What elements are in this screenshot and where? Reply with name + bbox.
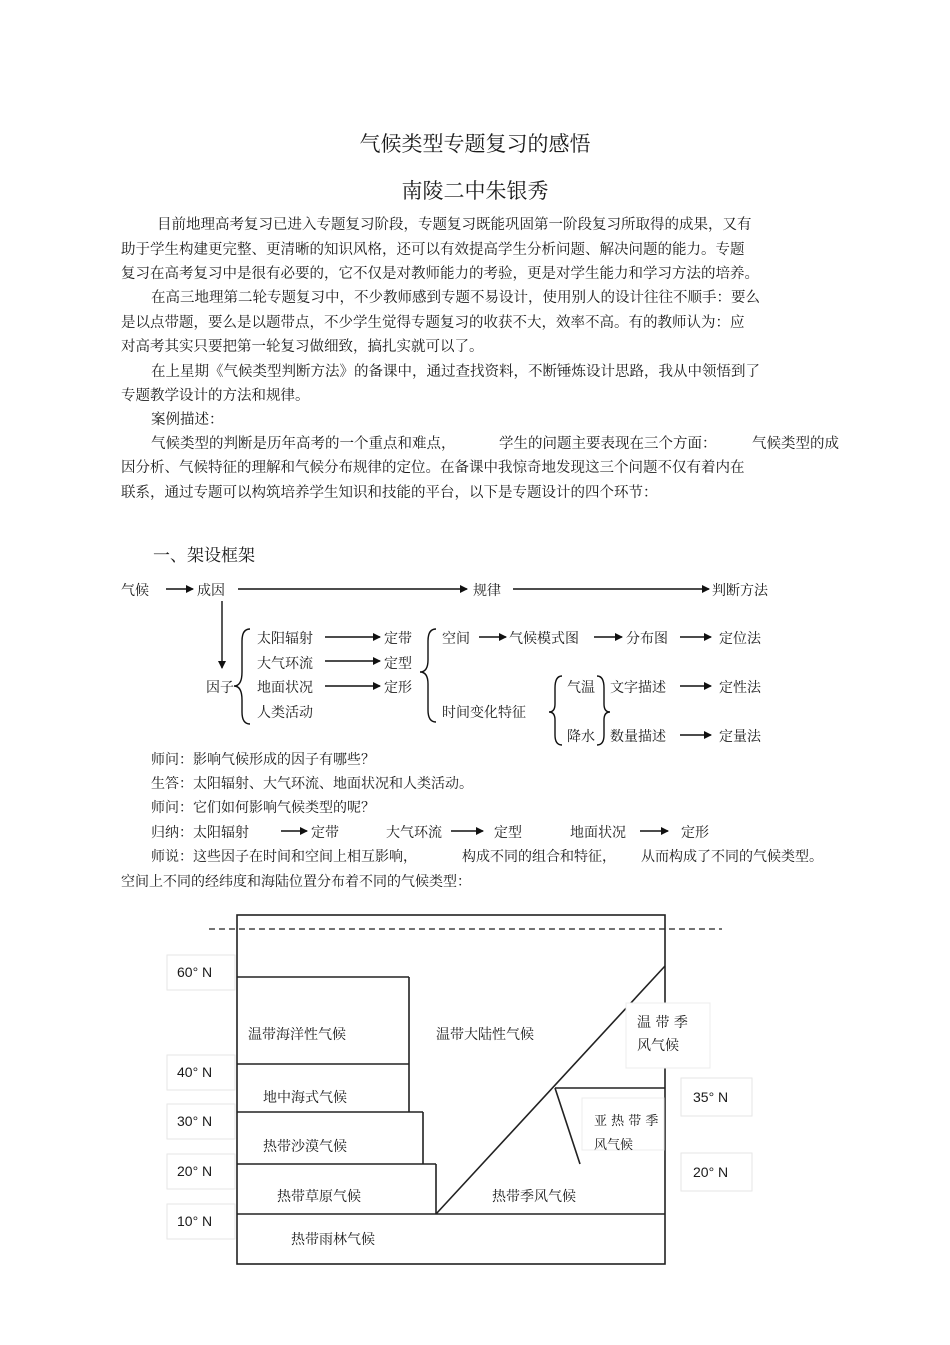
fw-label: 分布图 xyxy=(626,631,668,647)
paragraph-line: 在高三地理第二轮专题复习中，不少教师感到专题不易设计，使用别人的设计往往不顺手：要么 xyxy=(151,290,760,306)
latitude-label: 30° N xyxy=(177,1113,213,1129)
dialogue-line: 定型 xyxy=(494,825,522,841)
climate-label: 温 带 季 xyxy=(637,1015,688,1031)
climate-label: 温带大陆性气候 xyxy=(436,1027,534,1043)
fw-label: 降水 xyxy=(567,729,595,745)
fw-effect: 定带 xyxy=(384,631,412,647)
paragraph-line: 对高考其实只要把第一轮复习做细致，搞扎实就可以了。 xyxy=(121,339,484,355)
paragraph-line: 目前地理高考复习已进入专题复习阶段，专题复习既能巩固第一阶段复习所取得的成果，又有 xyxy=(157,217,752,233)
section-heading: 一、架设框架 xyxy=(153,546,255,566)
paragraph-line: 联系，通过专题可以构筑培养学生知识和技能的平台，以下是专题设计的四个环节： xyxy=(121,485,658,501)
dialogue-line: 定带 xyxy=(311,825,339,841)
dialogue-line: 定形 xyxy=(681,825,709,841)
paragraph-line: 专题教学设计的方法和规律。 xyxy=(121,388,310,404)
fw-label: 数量描述 xyxy=(610,729,666,745)
fw-factor: 地面状况 xyxy=(257,680,313,696)
fw-label: 文字描述 xyxy=(610,680,666,696)
latitude-label: 40° N xyxy=(177,1064,213,1080)
dialogue-line: 师问：它们如何影响气候类型的呢？ xyxy=(151,800,375,816)
fw-label: 成因 xyxy=(197,583,225,599)
dialogue-line: 生答：太阳辐射、大气环流、地面状况和人类活动。 xyxy=(151,776,473,792)
fw-label: 定位法 xyxy=(719,631,761,647)
latitude-label: 10° N xyxy=(177,1213,213,1229)
dialogue-line: 地面状况 xyxy=(570,825,626,841)
fw-label: 气候模式图 xyxy=(509,631,579,647)
fw-factor: 太阳辐射 xyxy=(257,631,313,647)
latitude-label: 35° N xyxy=(693,1089,729,1105)
paragraph-line: 是以点带题，要么是以题带点，不少学生觉得专题复习的收获不大，效率不高。有的教师认为：应 xyxy=(121,315,745,331)
paragraph-line: 因分析、气候特征的理解和气候分布规律的定位。在备课中我惊奇地发现这三个问题不仅有着内在 xyxy=(121,460,745,476)
paragraph-line: 气候类型的成 xyxy=(752,436,839,452)
dialogue-line: 归纳：太阳辐射 xyxy=(151,825,249,841)
fw-label: 空间 xyxy=(442,631,470,647)
paragraph-line: 在上星期《气候类型判断方法》的备课中，通过查找资料，不断锤炼设计思路，我从中领悟到了 xyxy=(151,364,760,380)
fw-effect: 定形 xyxy=(384,680,412,696)
fw-effect: 定型 xyxy=(384,656,412,672)
fw-label: 气候 xyxy=(121,583,149,599)
fw-label: 定性法 xyxy=(719,680,761,696)
fw-label: 气温 xyxy=(567,680,595,696)
paragraph-line: 案例描述： xyxy=(151,412,224,428)
dialogue-line: 师问：影响气候形成的因子有哪些？ xyxy=(151,752,375,768)
climate-label: 风气候 xyxy=(594,1138,634,1153)
dialogue-line: 师说：这些因子在时间和空间上相互影响， xyxy=(151,849,417,865)
latitude-label: 20° N xyxy=(177,1163,213,1179)
page-title: 气候类型专题复习的感悟 xyxy=(359,132,591,156)
latitude-label: 60° N xyxy=(177,964,213,980)
climate-label: 地中海式气候 xyxy=(263,1090,347,1106)
author-line: 南陵二中朱银秀 xyxy=(401,179,549,203)
fw-factor: 人类活动 xyxy=(257,705,313,721)
paragraph-line: 学生的问题主要表现在三个方面： xyxy=(499,436,717,452)
fw-label: 判断方法 xyxy=(712,583,768,599)
dialogue-line: 空间上不同的经纬度和海陆位置分布着不同的气候类型： xyxy=(121,874,471,890)
climate-label: 温带海洋性气候 xyxy=(248,1027,346,1043)
fw-label: 规律 xyxy=(473,583,501,599)
climate-label: 亚 热 带 季 xyxy=(594,1114,659,1129)
paragraph-line: 助于学生构建更完整、更清晰的知识风格，还可以有效提高学生分析问题、解决问题的能力。专题 xyxy=(121,242,745,258)
paragraph-line: 复习在高考复习中是很有必要的，它不仅是对教师能力的考验，更是对学生能力和学习方法的培养。 xyxy=(121,266,759,282)
climate-label: 风气候 xyxy=(637,1038,679,1054)
climate-label: 热带季风气候 xyxy=(492,1189,576,1205)
dialogue-line: 构成不同的组合和特征， xyxy=(462,849,616,865)
latitude-label: 20° N xyxy=(693,1164,729,1180)
fw-label: 时间变化特征 xyxy=(442,705,526,721)
climate-label: 热带草原气候 xyxy=(277,1189,361,1205)
dialogue-line: 大气环流 xyxy=(386,825,442,841)
fw-factor: 大气环流 xyxy=(257,656,313,672)
fw-label: 定量法 xyxy=(719,729,761,745)
fw-label: 因子 xyxy=(206,680,234,696)
paragraph-line: 气候类型的判断是历年高考的一个重点和难点， xyxy=(151,436,456,452)
climate-label: 热带雨林气候 xyxy=(291,1232,375,1248)
climate-label: 热带沙漠气候 xyxy=(263,1139,347,1155)
dialogue-line: 从而构成了不同的气候类型。 xyxy=(641,849,823,865)
